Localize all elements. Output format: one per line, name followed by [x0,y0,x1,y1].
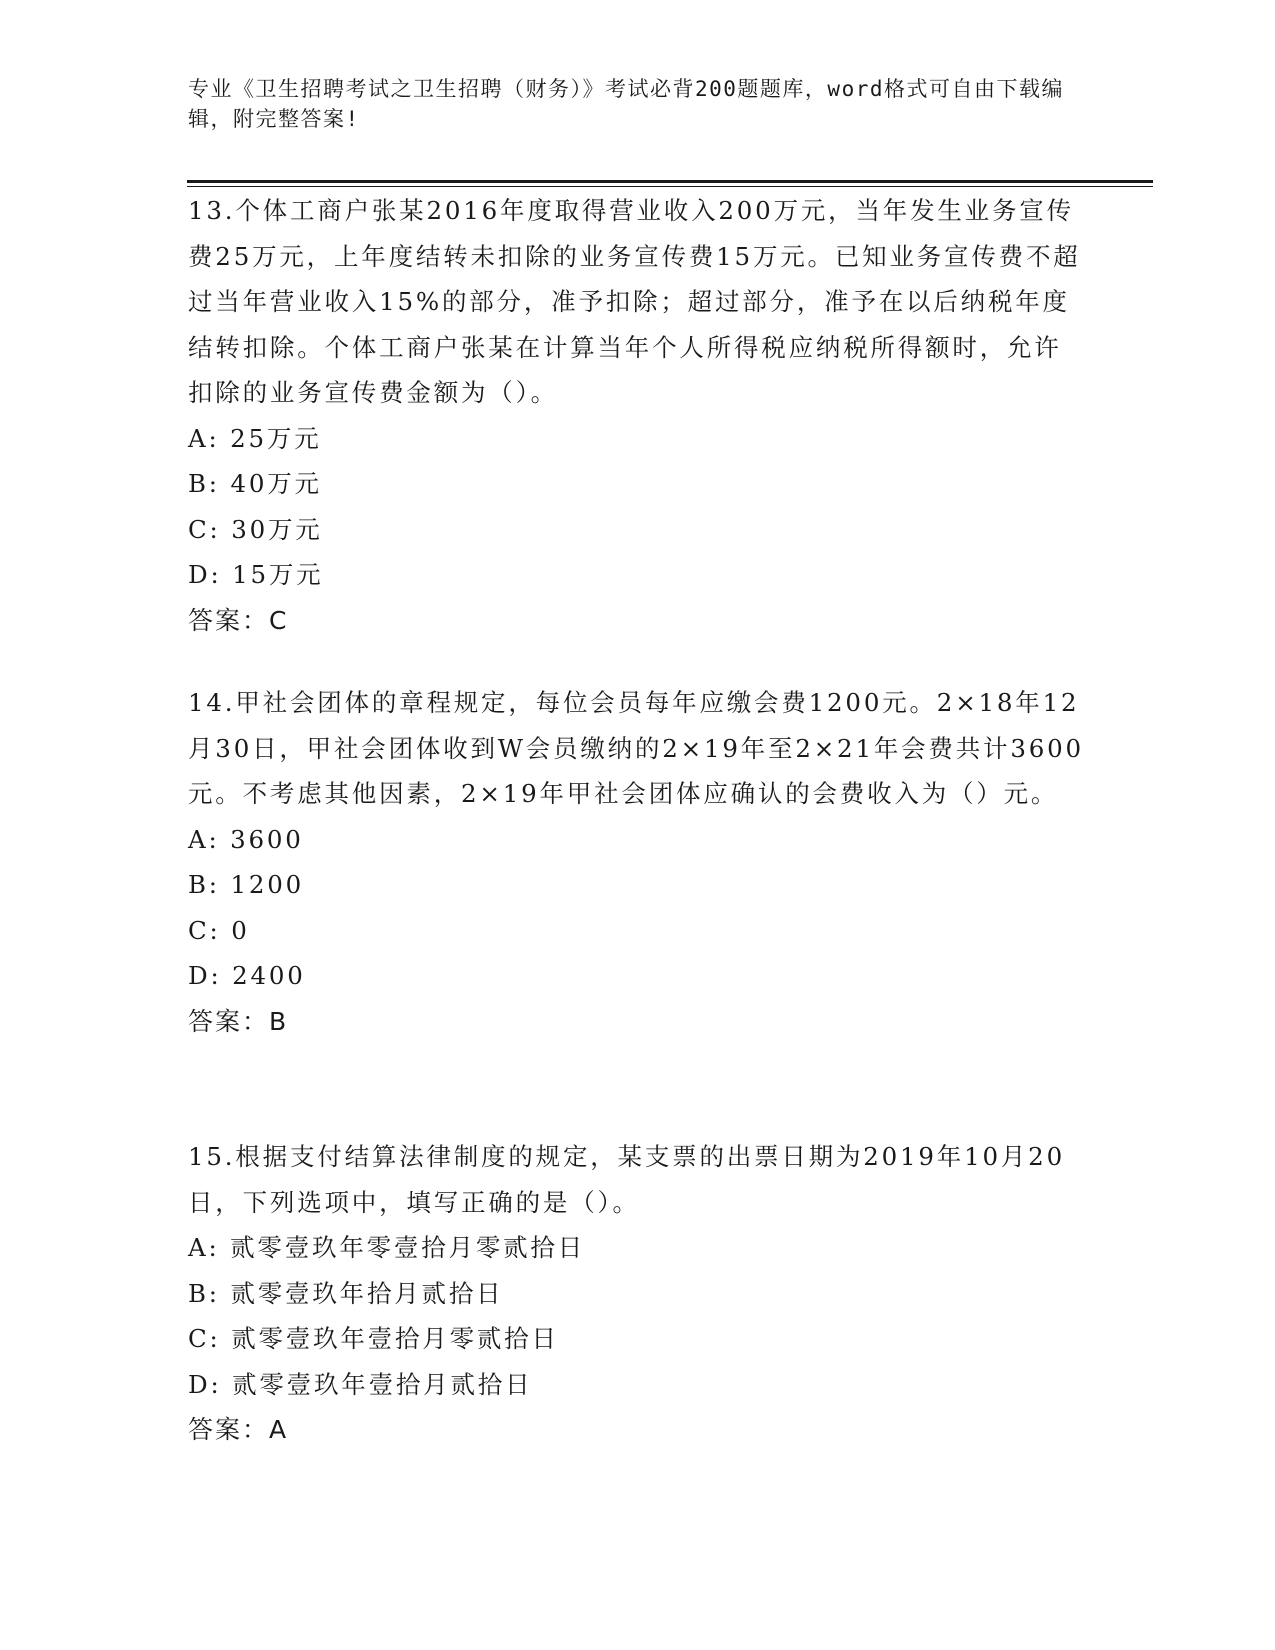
option-b: B: 1200 [188,870,304,899]
question-15 [188,1134,1088,1453]
option-c: C: 贰零壹玖年壹拾月零贰拾日 [188,1324,559,1353]
option-c: C: 0 [188,915,250,945]
option-a: A: 贰零壹玖年零壹拾月零贰拾日 [188,1233,586,1262]
question-text: 14.甲社会团体的章程规定，每位会员每年应缴会费1200元。2×18年12月30日，甲社会团体收到W会员缴纳的2×19年至2×21年会费共计3600元。不考虑其他因素，2×19年甲社会团体应确认的会费收入为（）元。 [188,688,1084,808]
answer-label: 答案：A [188,1415,289,1444]
question-13 [188,188,1088,643]
document-header: 专业《卫生招聘考试之卫生招聘（财务）》考试必背200题题库，word格式可自由下载编辑，附完整答案! [188,77,1064,131]
option-d: D: 贰零壹玖年壹拾月贰拾日 [188,1369,533,1399]
header-divider-thick [187,180,1153,183]
option-b: B: 40万元 [188,469,322,498]
option-d: D: 2400 [188,961,306,990]
option-a: A: 3600 [188,824,304,854]
option-a: A: 25万元 [188,423,322,453]
answer-label: 答案：B [188,1006,289,1036]
question-14 [188,680,1088,1044]
option-d: D: 15万元 [188,560,324,589]
header-divider-thin [187,186,1153,187]
answer-label: 答案：C [188,605,289,635]
option-b: B: 贰零壹玖年拾月贰拾日 [188,1278,504,1308]
question-text: 15.根据支付结算法律制度的规定，某支票的出票日期为2019年10月20日，下列选项中，填写正确的是（）。 [188,1142,1065,1217]
question-text: 13.个体工商户张某2016年度取得营业收入200万元，当年发生业务宣传费25万元，上年度结转未扣除的业务宣传费15万元。已知业务宣传费不超过当年营业收入15%的部分，准予扣除；超过部分，准予在以后纳税年度结转扣除。个体工商户张某在计算当年个人所得税应纳税所得额时，允许扣除的业务宣传费金额为（）。 [188,196,1081,407]
option-c: C: 30万元 [188,514,323,544]
